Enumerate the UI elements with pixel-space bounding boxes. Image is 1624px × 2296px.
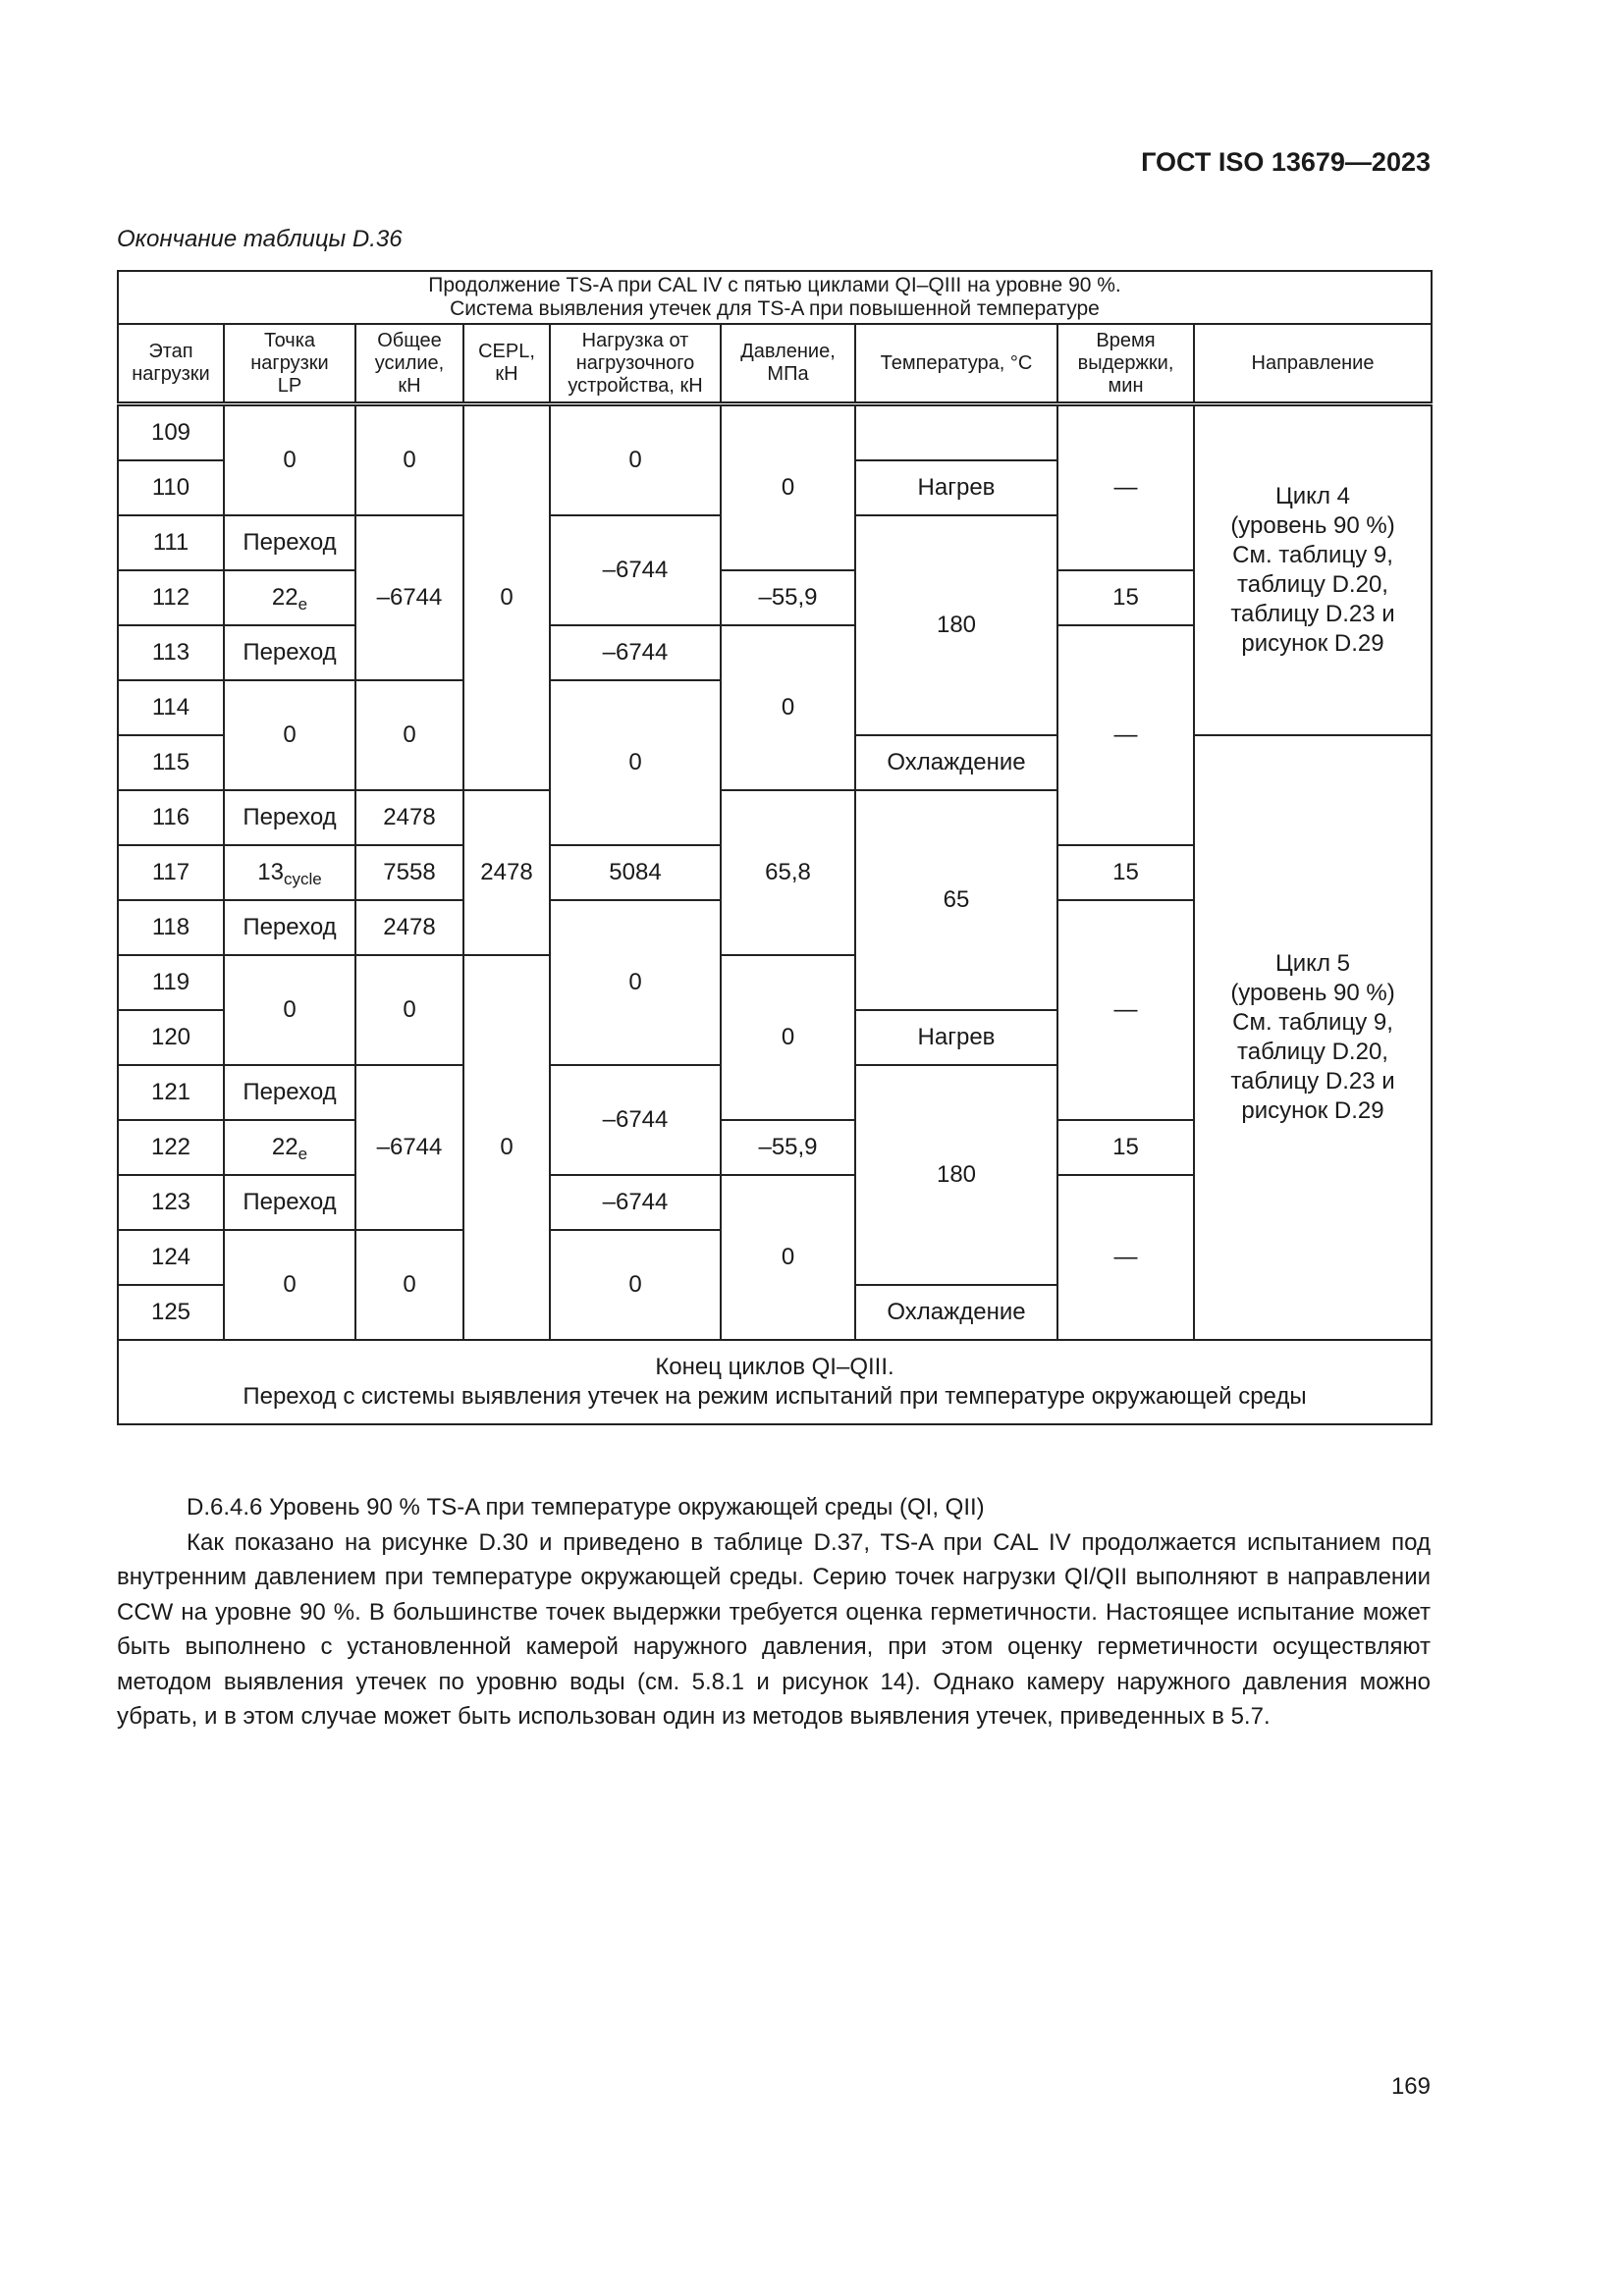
body-paragraph: Как показано на рисунке D.30 и приведено в таблице D.37, TS-A при CAL IV продолжается испытанием под внутренним давлением при температуре окружающей среды. Серию точек нагрузки QI/QII выполняют в направлении CCW на уровне 90 %. В большинстве точек выдержки требуется оценка герметичности. Настоящее испытание может быть выполнено с установленной камерой наружного давления, при этом оценку герметичности осуществляют методом выявления утечек по уровню воды (см. 5.8.1 и рисунок 14). Однако камеру наружного давления можно убрать, и в этом случае может быть использован один из методов выявления утечек, приведенных в 5.7. — [117, 1528, 1431, 1730]
hold-time-cell: 15 — [1057, 845, 1194, 900]
load-point-cell: $22_e$ — [224, 1120, 355, 1175]
temperature-cell: 65 — [855, 790, 1057, 1010]
hold-time-cell: 15 — [1057, 570, 1194, 625]
pressure-cell: 0 — [721, 625, 855, 790]
load-point-cell: 0 — [224, 955, 355, 1065]
table-footer: Конец циклов QI–QIII. Переход с системы выявления утечек на режим испытаний при температуре окружающей среды — [118, 1340, 1432, 1424]
temperature-cell: Нагрев — [855, 460, 1057, 515]
device-load-cell: 5084 — [550, 845, 721, 900]
standard-header: ГОСТ ISO 13679—2023 — [1141, 147, 1431, 177]
total-force-cell: –6744 — [355, 1065, 463, 1230]
stage-cell: 121 — [118, 1065, 224, 1120]
stage-cell: 125 — [118, 1285, 224, 1340]
stage-cell: 124 — [118, 1230, 224, 1285]
device-load-cell: –6744 — [550, 515, 721, 625]
total-force-cell: 0 — [355, 955, 463, 1065]
total-force-cell: 2478 — [355, 900, 463, 955]
device-load-cell: –6744 — [550, 1175, 721, 1230]
col-stage: Этап нагрузки — [118, 324, 224, 404]
cepl-cell: 0 — [463, 955, 550, 1340]
load-point-cell: Переход — [224, 900, 355, 955]
device-load-cell: 0 — [550, 404, 721, 516]
col-pressure: Давление, МПа — [721, 324, 855, 404]
load-point-cell: Переход — [224, 625, 355, 680]
total-force-cell: 2478 — [355, 790, 463, 845]
section-heading: D.6.4.6 Уровень 90 % TS-A при температуре окружающей среды (QI, QII) — [187, 1494, 985, 1521]
temperature-cell: 180 — [855, 515, 1057, 735]
pressure-cell: 0 — [721, 955, 855, 1120]
col-load-point: Точка нагрузки LP — [224, 324, 355, 404]
load-point-cell: 0 — [224, 680, 355, 790]
load-point-cell: Переход — [224, 1065, 355, 1120]
total-force-cell: 0 — [355, 1230, 463, 1340]
device-load-cell: 0 — [550, 900, 721, 1065]
hold-time-cell: — — [1057, 900, 1194, 1120]
table-row — [118, 404, 1432, 461]
stage-cell: 109 — [118, 404, 224, 461]
col-device-load: Нагрузка от нагрузочного устройства, кН — [550, 324, 721, 404]
stage-cell: 123 — [118, 1175, 224, 1230]
load-point-cell: Переход — [224, 515, 355, 570]
stage-cell: 113 — [118, 625, 224, 680]
pressure-cell: –55,9 — [721, 570, 855, 625]
col-cepl: CEPL, кН — [463, 324, 550, 404]
page-number: 169 — [1390, 2073, 1431, 2100]
stage-cell: 111 — [118, 515, 224, 570]
col-direction: Направление — [1194, 324, 1432, 404]
temperature-cell: Охлаждение — [855, 1285, 1057, 1340]
body-text — [117, 1490, 1431, 1735]
load-point-cell: Переход — [224, 790, 355, 845]
stage-cell: 112 — [118, 570, 224, 625]
col-total-force: Общее усилие, кН — [355, 324, 463, 404]
stage-cell: 120 — [118, 1010, 224, 1065]
total-force-cell: 0 — [355, 680, 463, 790]
stage-cell: 118 — [118, 900, 224, 955]
stage-cell: 119 — [118, 955, 224, 1010]
cepl-cell: 0 — [463, 404, 550, 791]
direction-cell-cycle4: Цикл 4 (уровень 90 %) См. таблицу 9, таблицу D.20, таблицу D.23 и рисунок D.29 — [1194, 404, 1432, 736]
column-headers — [118, 324, 1432, 404]
stage-cell: 117 — [118, 845, 224, 900]
table-caption: Окончание таблицы D.36 — [117, 226, 403, 252]
load-point-cell: Переход — [224, 1175, 355, 1230]
table-title: Продолжение TS-A при CAL IV с пятью циклами QI–QIII на уровне 90 %. Система выявления утечек для TS-A при повышенной температуре — [118, 271, 1432, 324]
pressure-cell: –55,9 — [721, 1120, 855, 1175]
total-force-cell: 7558 — [355, 845, 463, 900]
device-load-cell: –6744 — [550, 625, 721, 680]
stage-cell: 122 — [118, 1120, 224, 1175]
temperature-cell: Нагрев — [855, 1010, 1057, 1065]
col-temperature: Температура, °С — [855, 324, 1057, 404]
pressure-cell: 65,8 — [721, 790, 855, 955]
col-hold-time: Время выдержки, мин — [1057, 324, 1194, 404]
cepl-cell: 2478 — [463, 790, 550, 955]
data-table — [117, 270, 1433, 1425]
hold-time-cell: — — [1057, 1175, 1194, 1340]
load-point-cell: 0 — [224, 1230, 355, 1340]
hold-time-cell: 15 — [1057, 1120, 1194, 1175]
stage-cell: 116 — [118, 790, 224, 845]
stage-cell: 110 — [118, 460, 224, 515]
temperature-cell: 180 — [855, 1065, 1057, 1285]
direction-cell-cycle5: Цикл 5 (уровень 90 %) См. таблицу 9, таблицу D.20, таблицу D.23 и рисунок D.29 — [1194, 735, 1432, 1340]
load-point-cell: $22_e$ — [224, 570, 355, 625]
load-point-cell: $13_{cycle}$ — [224, 845, 355, 900]
stage-cell: 114 — [118, 680, 224, 735]
temperature-cell: Охлаждение — [855, 735, 1057, 790]
hold-time-cell: — — [1057, 625, 1194, 845]
total-force-cell: 0 — [355, 404, 463, 516]
temperature-cell — [855, 404, 1057, 461]
device-load-cell: 0 — [550, 680, 721, 845]
pressure-cell: 0 — [721, 1175, 855, 1340]
stage-cell: 115 — [118, 735, 224, 790]
hold-time-cell: — — [1057, 404, 1194, 571]
total-force-cell: –6744 — [355, 515, 463, 680]
device-load-cell: –6744 — [550, 1065, 721, 1175]
pressure-cell: 0 — [721, 404, 855, 571]
device-load-cell: 0 — [550, 1230, 721, 1340]
load-point-cell: 0 — [224, 404, 355, 516]
